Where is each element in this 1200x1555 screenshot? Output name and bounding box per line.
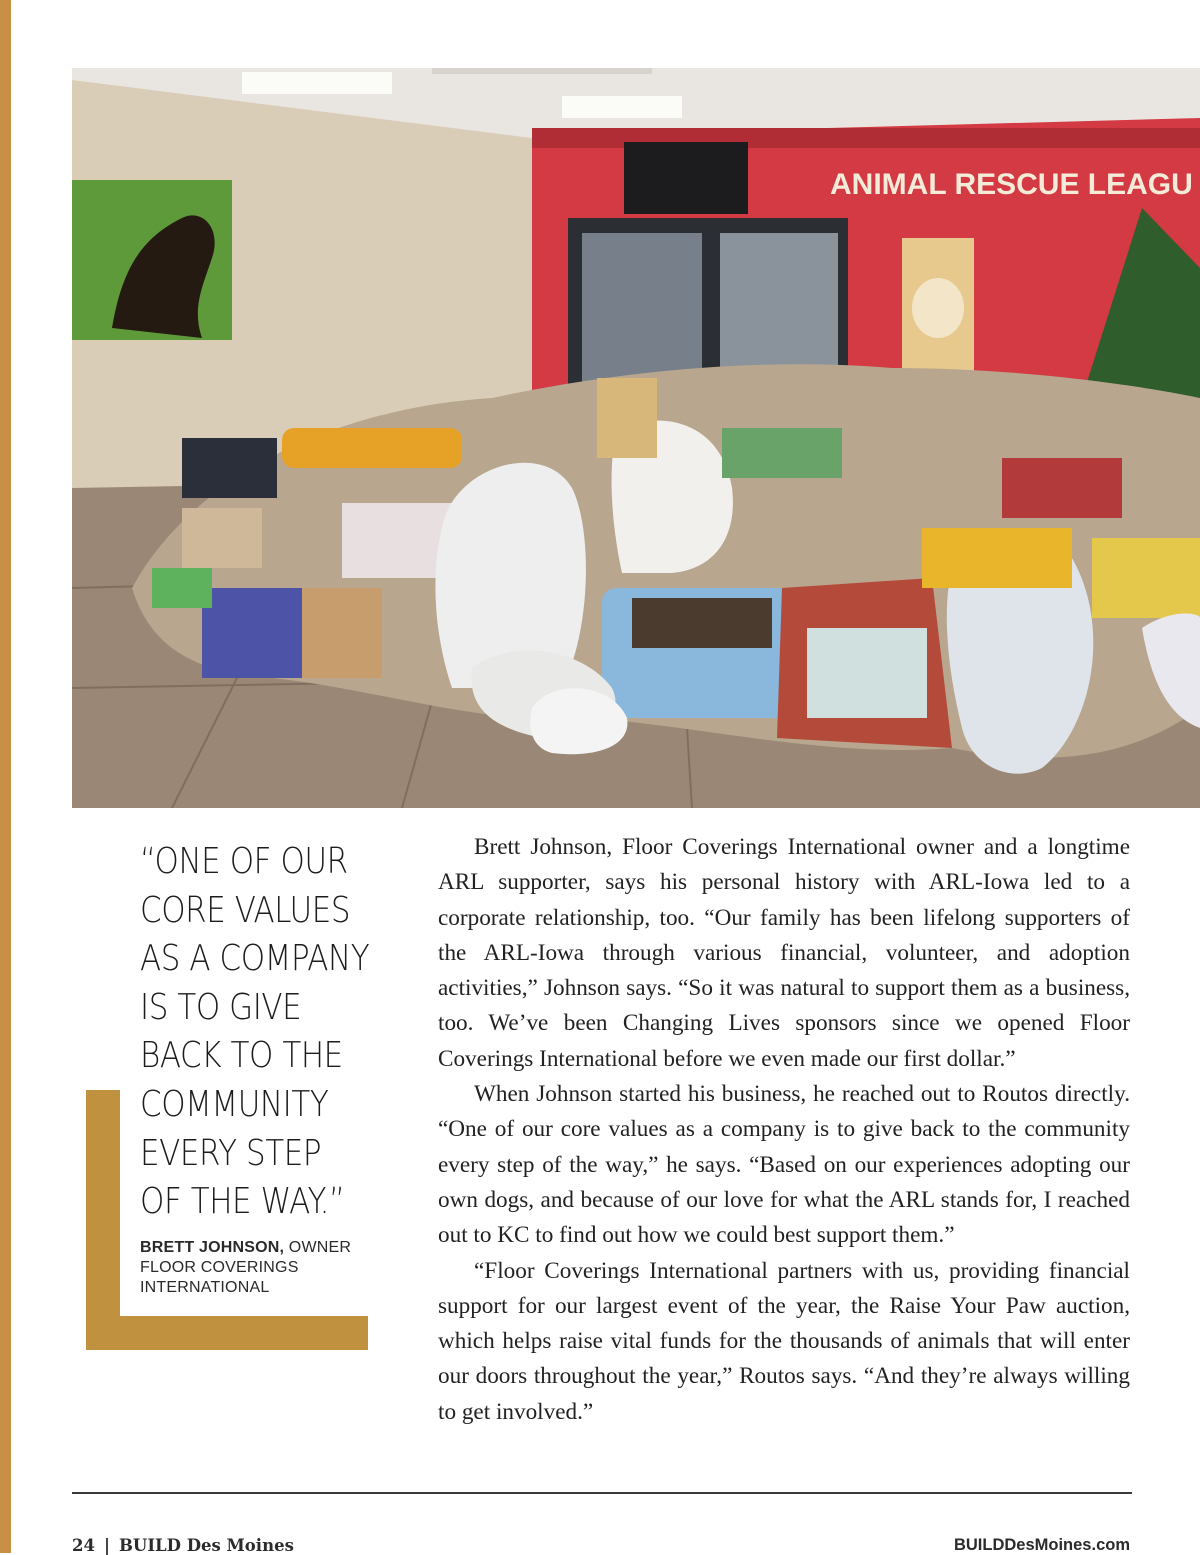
pullquote-line: BACK TO THE (140, 1035, 343, 1077)
page-edge-stripe (0, 0, 11, 1553)
attribution-title: OWNER (284, 1239, 352, 1256)
footer-website: BUILDDesMoines.com (953, 1536, 1130, 1554)
footer-rule (72, 1492, 1132, 1494)
attribution-name: BRETT JOHNSON, (140, 1239, 285, 1256)
pullquote-line: COMMUNITY (140, 1083, 329, 1125)
pullquote (140, 838, 402, 1227)
pullquote-line: OF THE WAY.” (140, 1181, 345, 1223)
publication-name: BUILD Des Moines (118, 1536, 294, 1555)
article-body (438, 830, 1130, 1430)
pullquote-line: “ONE OF OUR (140, 841, 348, 882)
attribution-company-line2: INTERNATIONAL (140, 1279, 270, 1296)
footer-separator: | (103, 1536, 110, 1555)
donations-photo (72, 68, 1200, 808)
bracket-vertical-bar (86, 1090, 120, 1350)
attribution-company-line1: FLOOR COVERINGS (140, 1259, 299, 1276)
article-paragraph: “Floor Coverings International partners with us, providing financial support for our largest event of the year, the Raise Your Paw auction, which helps raise vital funds for the thousands of animals that will enter our doors throughout the year,” Routos says. “And they’re always willing to get involved.” (438, 1257, 1130, 1425)
pullquote-attribution (140, 1238, 370, 1298)
article-paragraph: Brett Johnson, Floor Coverings International owner and a longtime ARL supporter, says his personal history with ARL-Iowa led to a corporate relationship, too. “Our family has been lifelong supporters of the ARL-Iowa through various financial, volunteer, and adoption activities,” Johnson says. “So it was natural to support them as a business, too. We’ve been Changing Lives sponsors since we opened Floor Coverings International before we even made our first dollar.” (438, 834, 1130, 1072)
pullquote-line: EVERY STEP (140, 1132, 322, 1174)
bracket-horizontal-bar (86, 1316, 368, 1350)
arl-sign-text: ANIMAL RESCUE LEAGU (830, 168, 1193, 201)
pullquote-line: CORE VALUES (140, 889, 351, 931)
footer-folio (72, 1536, 294, 1555)
article-paragraph: When Johnson started his business, he reached out to Routos directly. “One of our core values as a company is to give back to the community every step of the way,” he says. “Based on our experiences adopting our own dogs, and because of our love for what the ARL stands for, I reached out to KC to find out how we could best support them.” (438, 1081, 1130, 1249)
pullquote-line: IS TO GIVE (140, 986, 302, 1028)
page-number: 24 (72, 1536, 95, 1555)
pullquote-line: AS A COMPANY (140, 938, 370, 980)
